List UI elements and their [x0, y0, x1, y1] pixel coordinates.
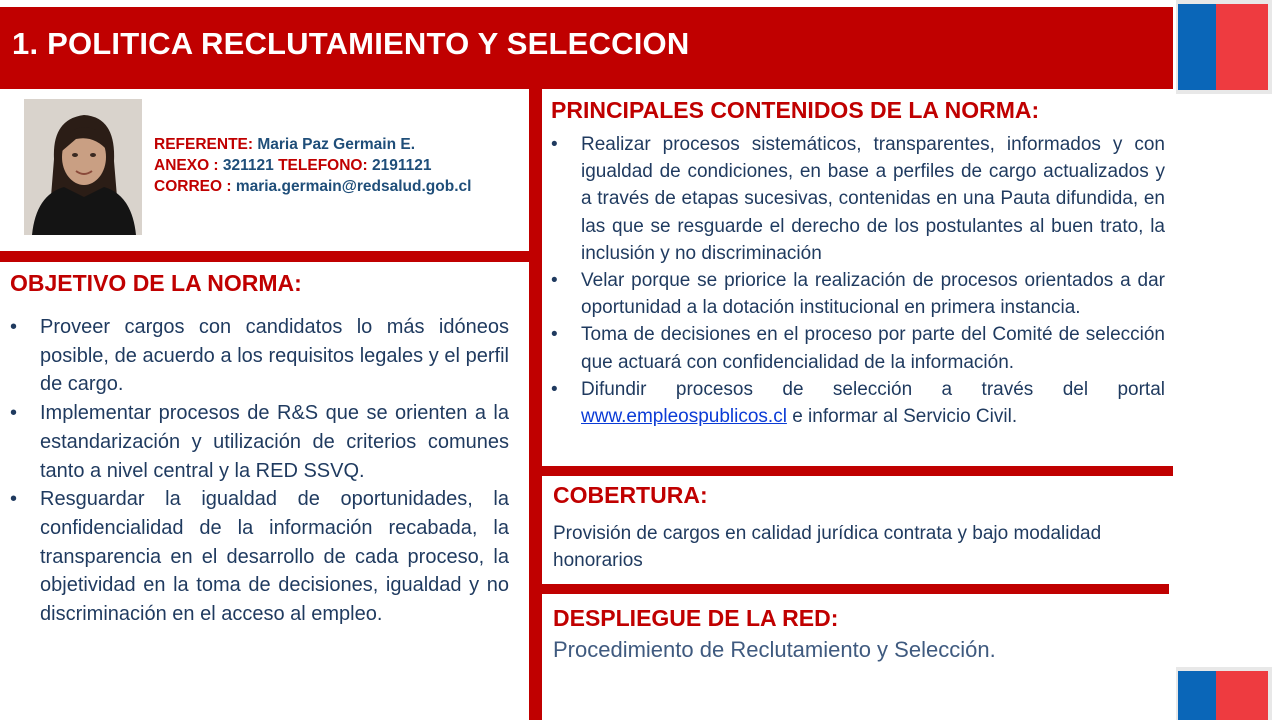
contact-info [154, 134, 471, 197]
referente-value: Maria Paz Germain E. [257, 136, 416, 153]
divider-cobertura [540, 466, 1173, 476]
referente-photo [24, 99, 142, 235]
referente-label: REFERENTE: [154, 136, 254, 153]
telefono-label: TELEFONO: [278, 157, 368, 174]
divider-despliegue [540, 584, 1169, 594]
flag-logo-bottom-icon [1178, 671, 1268, 720]
cobertura-text: Provisión de cargos en calidad jurídica contrata y bajo modalidad honorarios [553, 523, 1102, 571]
contenidos-list [551, 131, 1165, 430]
telefono-value: 2191121 [371, 157, 432, 174]
contenidos-item-portal [551, 376, 1165, 430]
anexo-value: 321121 [222, 157, 274, 174]
despliegue-text: Procedimiento de Reclutamiento y Selección. [553, 637, 996, 662]
objetivo-item: • Proveer cargos con candidatos lo más idóneos posible, de acuerdo a los requisitos legales y el perfil de cargo. [10, 313, 509, 399]
objetivo-list [10, 313, 509, 629]
contenidos-item: • Velar porque se priorice la realización de procesos orientados a dar oportunidad a la dotación institucional en primera instancia. [551, 267, 1165, 321]
cobertura-title: COBERTURA: [553, 482, 708, 508]
contenidos-title: PRINCIPALES CONTENIDOS DE LA NORMA: [551, 97, 1040, 123]
correo-label: CORREO : [154, 178, 232, 195]
anexo-label: ANEXO : [154, 157, 219, 174]
page-title: 1. POLITICA RECLUTAMIENTO Y SELECCION [12, 26, 690, 61]
objetivo-item: • Resguardar la igualdad de oportunidades, la confidencialidad de la información recabada, la transparencia en el desarrollo de cada proceso, la objetividad en la toma de decisiones, igualdad y no discriminación en el acceso al empleo. [10, 485, 509, 629]
contenidos-item: • Realizar procesos sistemáticos, transparentes, informados y con igualdad de condiciones, en base a perfiles de cargo actualizados y a través de etapas sucesivas, contenidas en una Pauta difundida, en las que se resguarde el derecho de los postulantes al buen trato, la inclusión y no discriminación [551, 131, 1165, 267]
objetivo-item: • Implementar procesos de R&S que se orienten a la estandarización y utilización de criterios comunes tanto a nivel central y la RED SSVQ. [10, 399, 509, 485]
flag-logo-top-icon [1178, 4, 1268, 90]
portal-text-prefix: Difundir procesos de selección a través del portal [581, 378, 1165, 400]
objetivo-title: OBJETIVO DE LA NORMA: [10, 270, 302, 296]
despliegue-title: DESPLIEGUE DE LA RED: [553, 605, 839, 631]
vertical-divider [529, 89, 542, 720]
contenidos-item: • Toma de decisiones en el proceso por parte del Comité de selección que actuará con confidencialidad de la información. [551, 321, 1165, 375]
divider-left-objetivo [0, 251, 530, 262]
correo-value: maria.germain@redsalud.gob.cl [235, 178, 472, 195]
portal-text-suffix: e informar al Servicio Civil. [792, 406, 1018, 428]
empleospublicos-link[interactable]: www.empleospublicos.cl [581, 406, 787, 428]
